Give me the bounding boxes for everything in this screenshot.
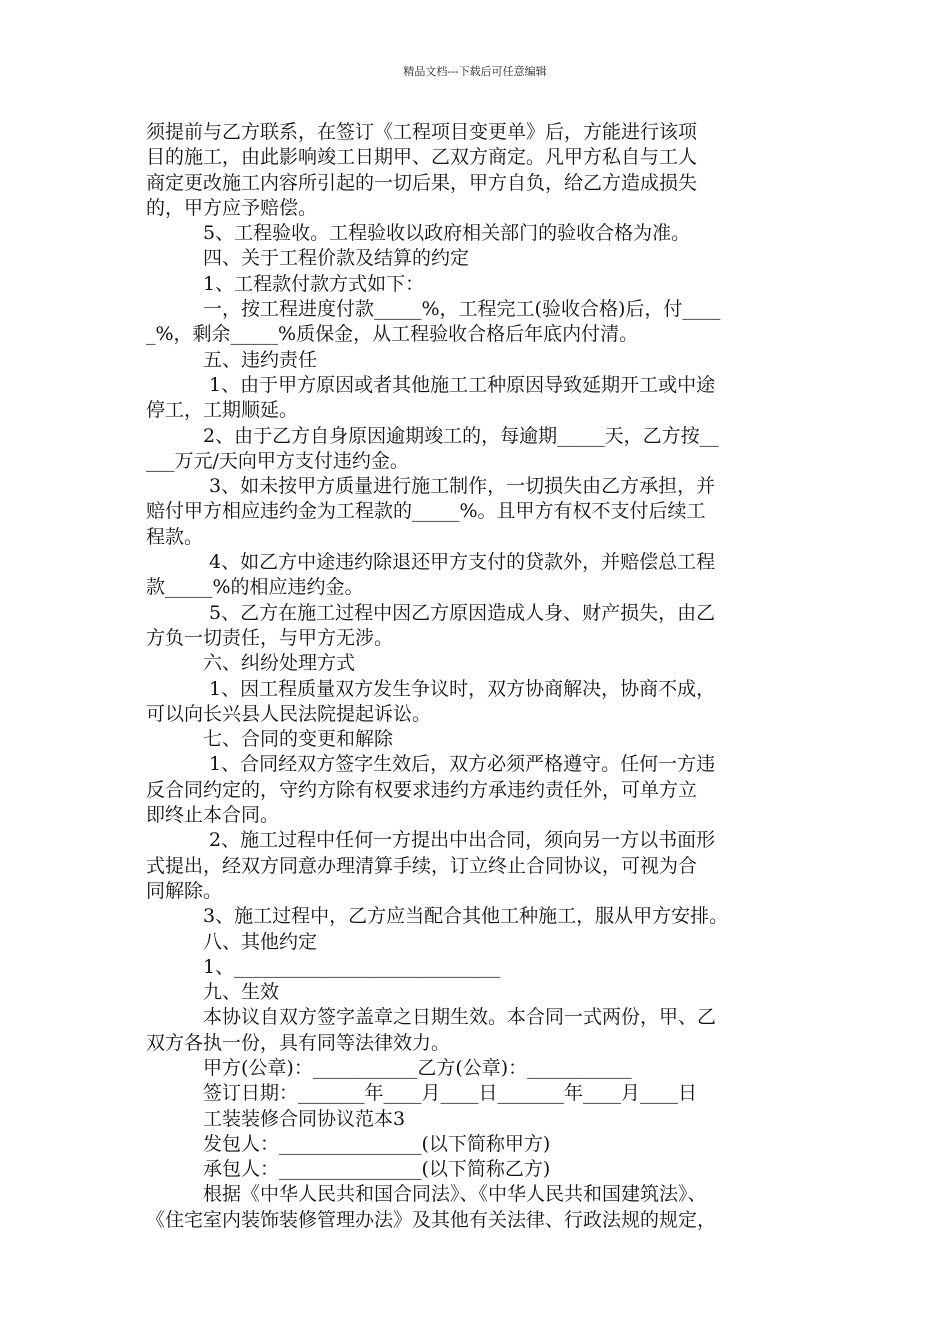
text-line: 5、乙方在施工过程中因乙方原因造成人身、财产损失，由乙 [203, 601, 716, 624]
text-line: 目的施工，由此影响竣工日期甲、乙双方商定。凡甲方私自与工人 [146, 146, 698, 169]
text-line: 四、关于工程价款及结算的约定 [203, 247, 470, 270]
text-line: 承包人：_______________(以下简称乙方) [203, 1158, 551, 1181]
text-line: 六、纠纷处理方式 [203, 652, 356, 675]
text-line: 七、合同的变更和解除 [203, 728, 394, 751]
text-line: 2、施工过程中任何一方提出中出合同，须向另一方以书面形 [203, 829, 716, 852]
text-line: 1、由于甲方原因或者其他施工工种原因导致延期开工或中途 [203, 373, 716, 396]
text-line: 式提出，经双方同意办理清算手续，订立终止合同协议，可视为合 [146, 854, 698, 877]
text-line: 签订日期：_______年____月____日_______年____月____日 [203, 1082, 698, 1105]
text-line: 八、其他约定 [203, 930, 318, 953]
text-line: 款_____%的相应违约金。 [146, 576, 364, 599]
text-line: 1、因工程质量双方发生争议时，双方协商解决，协商不成， [203, 677, 716, 700]
text-line: 须提前与乙方联系，在签订《工程项目变更单》后，方能进行该项 [146, 121, 698, 143]
text-line: 甲方(公章)：___________乙方(公章)：___________ [203, 1056, 632, 1079]
document-body [146, 120, 810, 1233]
text-line: 本协议自双方签字盖章之日期生效。本合同一式两份，甲、乙 [203, 1006, 717, 1029]
text-line: 根据《中华人民共和国合同法》、《中华人民共和国建筑法》、 [203, 1183, 707, 1206]
text-line: 反合同约定的，守约方除有权要求违约方承违约责任外，可单方立 [146, 778, 698, 801]
text-line: 可以向长兴县人民法院提起诉讼。 [146, 702, 432, 725]
text-line: 《住宅室内装饰装修管理办法》及其他有关法律、行政法规的规定， [146, 1208, 717, 1231]
text-line: 方负一切责任，与甲方无涉。 [146, 626, 394, 649]
text-line: 九、生效 [203, 981, 280, 1004]
text-line: 停工，工期顺延。 [146, 399, 299, 422]
text-line: 1、工程款付款方式如下： [203, 272, 425, 295]
text-line: 赔付甲方相应违约金为工程款的_____%。且甲方有权不支付后续工 [146, 500, 706, 523]
text-line: 的，甲方应予赔偿。 [146, 196, 318, 219]
text-line: 一，按工程进度付款_____%，工程完工(验收合格)后，付____ [203, 298, 721, 321]
text-line: ___万元/天向甲方支付违约金。 [146, 449, 409, 472]
text-line: 双方各执一份，具有同等法律效力。 [146, 1031, 451, 1054]
text-line: 1、合同经双方签字生效后，双方必须严格遵守。任何一方违 [203, 753, 716, 776]
text-line: 商定更改施工内容所引起的一切后果，甲方自负，给乙方造成损失 [146, 171, 698, 194]
text-line: 工装装修合同协议范本3 [203, 1107, 406, 1130]
page-header: 精品文档---下载后可任意编辑 [403, 65, 547, 78]
text-line: 五、违约责任 [203, 348, 318, 371]
text-line: 发包人：_______________(以下简称甲方) [203, 1132, 551, 1155]
text-line: 5、工程验收。工程验收以政府相关部门的验收合格为准。 [203, 222, 691, 245]
text-line: 2、由于乙方自身原因逾期竣工的，每逾期_____天，乙方按__ [203, 424, 719, 447]
text-line: 3、施工过程中，乙方应当配合其他工种施工，服从甲方安排。 [203, 905, 729, 928]
text-line: 即终止本合同。 [146, 804, 280, 827]
text-line: 1、____________________________ [203, 955, 501, 978]
text-line: _%，剩余_____%质保金，从工程验收合格后年底内付清。 [146, 323, 639, 346]
text-line: 同解除。 [146, 879, 223, 902]
text-line: 程款。 [146, 525, 204, 548]
text-line: 4、如乙方中途违约除退还甲方支付的贷款外，并赔偿总工程 [203, 551, 716, 574]
text-line: 3、如未按甲方质量进行施工制作，一切损失由乙方承担，并 [203, 475, 716, 498]
